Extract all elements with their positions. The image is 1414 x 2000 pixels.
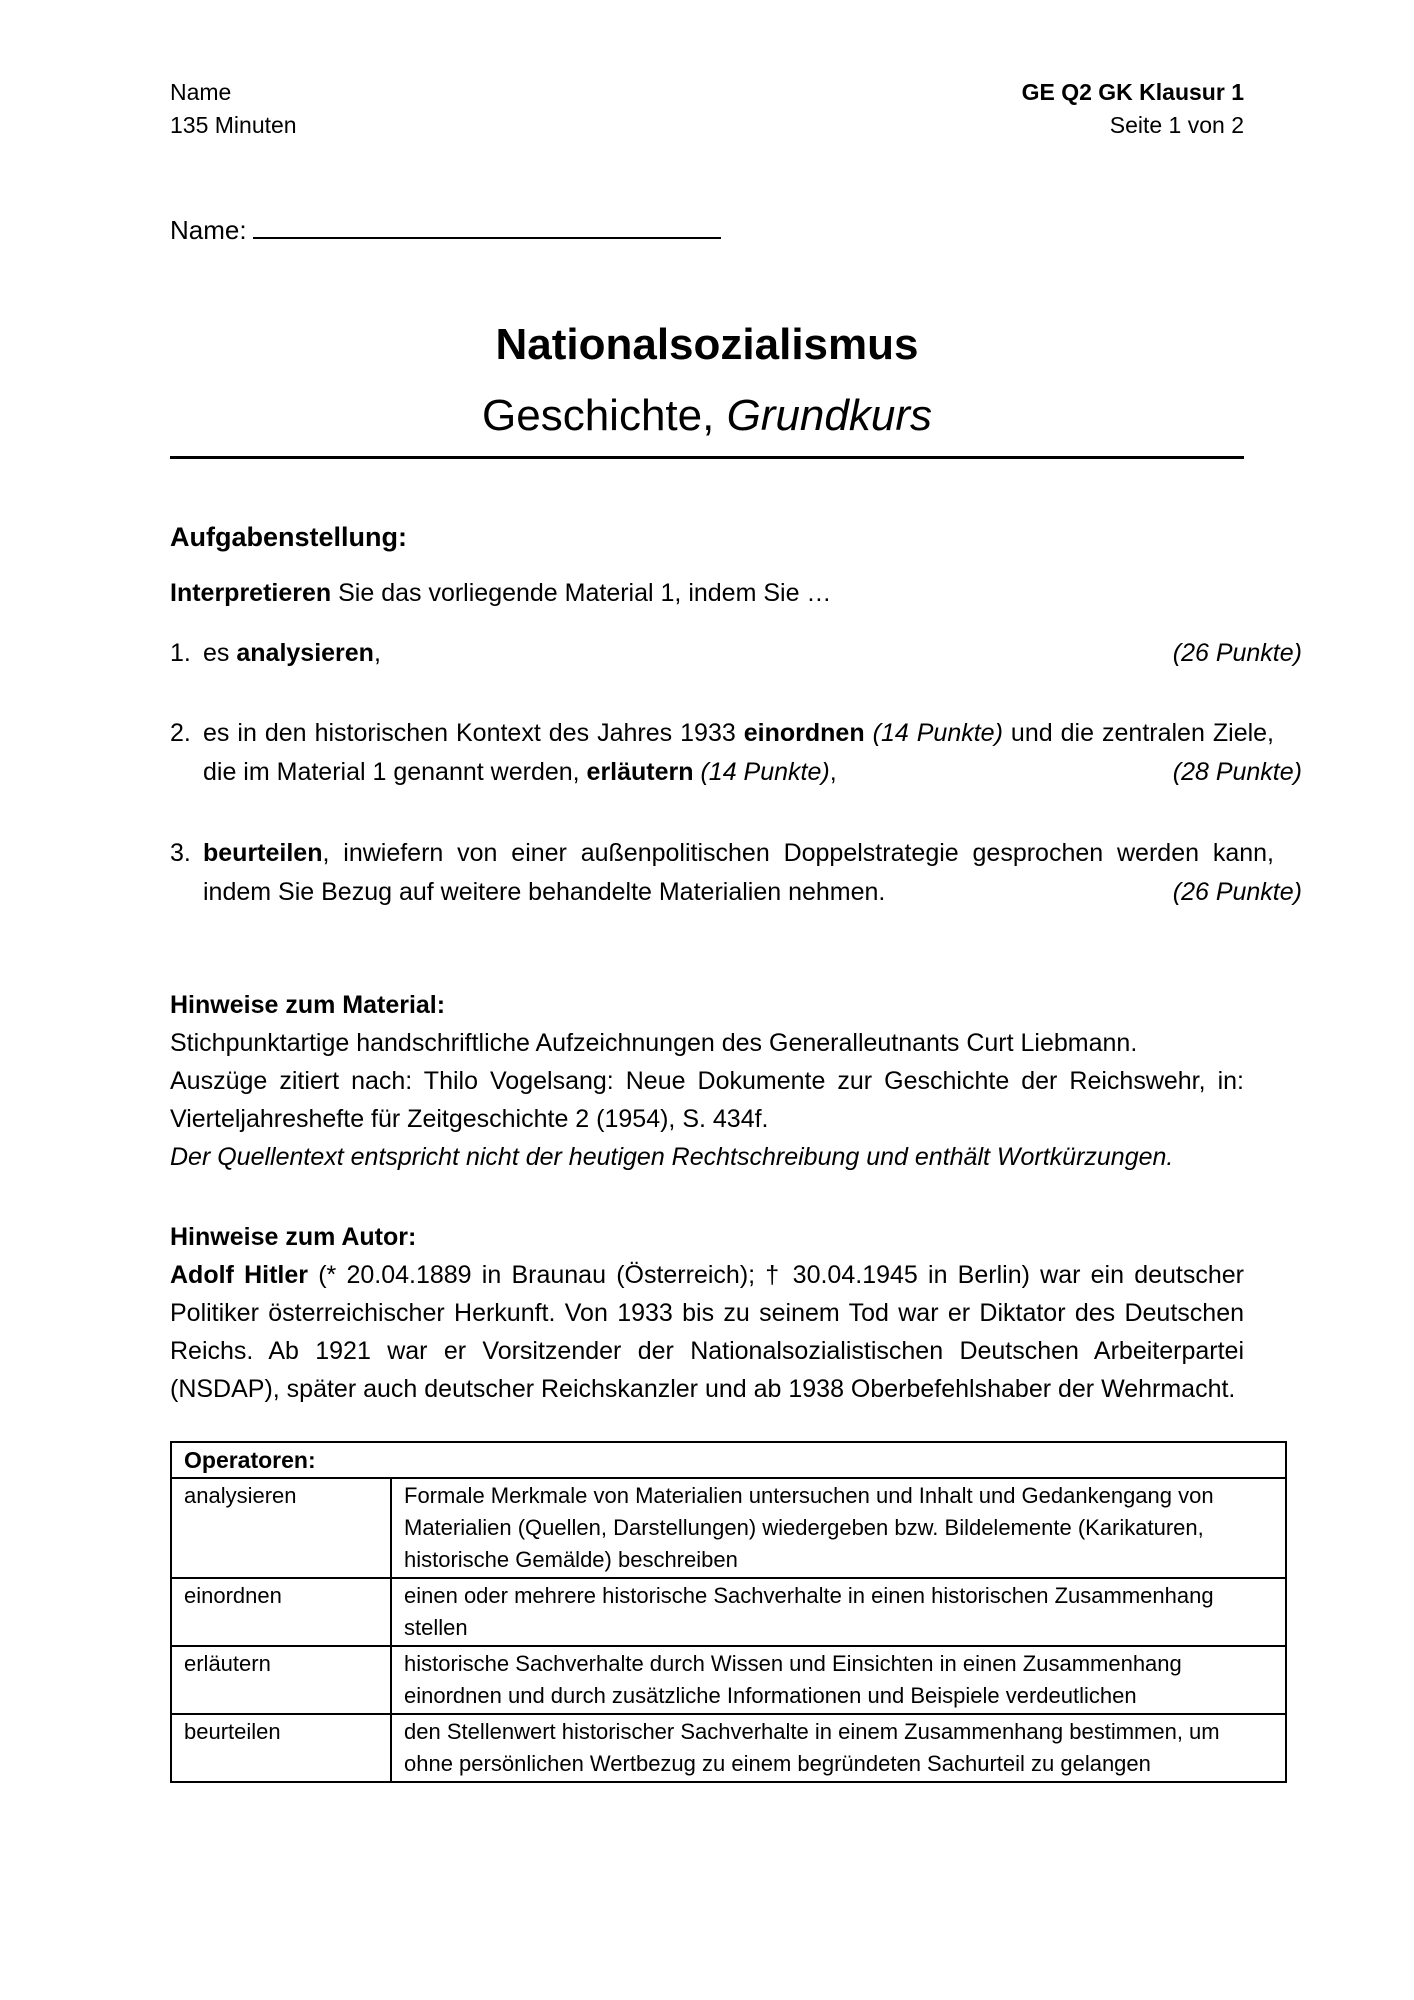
material-note: Der Quellentext entspricht nicht der heutigen Rechtschreibung und enthält Wortkürzungen. <box>170 1143 1174 1171</box>
material-notes <box>170 986 1244 1176</box>
operator-definition: Formale Merkmale von Materialien untersuchen und Inhalt und Gedankengang von Materialien (Quellen, Darstellungen) wiedergeben bzw. Bildelemente (Karikaturen, historische Gemälde) beschreiben <box>391 1478 1286 1578</box>
table-row <box>171 1714 1286 1782</box>
name-field-label: Name: <box>170 215 247 245</box>
operator-definition: historische Sachverhalte durch Wissen und Einsichten in einen Zusammenhang einordnen und durch zusätzliche Informationen und Beispiele verdeutlichen <box>391 1646 1286 1714</box>
author-heading: Hinweise zum Autor: <box>170 1223 417 1251</box>
operators-table <box>170 1441 1287 1783</box>
task-item-2 <box>170 714 1302 794</box>
header-page-info: Seite 1 von 2 <box>1109 112 1244 138</box>
author-notes <box>170 1218 1244 1408</box>
operator-term: erläutern <box>171 1646 391 1714</box>
task-heading: Aufgabenstellung: <box>170 522 407 552</box>
task-text: beurteilen, inwiefern von einer außenpolitischen Doppelstrategie gesprochen werden kann, indem Sie Bezug auf weitere behandelte Materialien nehmen. <box>203 839 1274 906</box>
operator-definition: einen oder mehrere historische Sachverhalte in einen historischen Zusammenhang stellen <box>391 1578 1286 1646</box>
material-line-2: Auszüge zitiert nach: Thilo Vogelsang: Neue Dokumente zur Geschichte der Reichswehr, in: Vierteljahreshefte für Zeitgeschichte 2 (1954), S. 434f. <box>170 1067 1244 1133</box>
task-points: (26 Punkte) <box>1172 878 1302 906</box>
page-title: Nationalsozialismus <box>495 320 919 369</box>
material-heading: Hinweise zum Material: <box>170 991 446 1019</box>
author-bio: (* 20.04.1889 in Braunau (Österreich); † 30.04.1945 in Berlin) war ein deutscher Politiker österreichischer Herkunft. Von 1933 bis zu seinem Tod war er Diktator des Deutschen Reichs. Ab 1921 war er Vorsitzender der Nationalsozialistischen Deutschen Arbeiterpartei (NSDAP), später auch deutscher Reichskanzler und ab 1938 Oberbefehlshaber der Wehrmacht. <box>170 1261 1244 1403</box>
task-number: 3. <box>170 839 191 867</box>
task-text: es analysieren, <box>203 639 381 667</box>
table-row <box>171 1478 1286 1578</box>
task-points: (26 Punkte) <box>1172 639 1302 667</box>
task-item-3 <box>170 834 1302 914</box>
operator-term: einordnen <box>171 1578 391 1646</box>
task-item-1 <box>170 634 1302 674</box>
title-divider <box>170 456 1244 459</box>
name-field <box>170 211 721 249</box>
operators-heading: Operatoren: <box>171 1442 1286 1478</box>
operator-term: analysieren <box>171 1478 391 1578</box>
name-input-line[interactable] <box>253 213 721 239</box>
task-points: (28 Punkte) <box>1172 758 1302 786</box>
task-intro-operator: Interpretieren <box>170 579 332 607</box>
author-text <box>170 1256 1244 1408</box>
task-number: 2. <box>170 719 191 747</box>
table-header-row <box>171 1442 1286 1478</box>
task-number: 1. <box>170 639 191 667</box>
author-name: Adolf Hitler <box>170 1261 308 1289</box>
subject-label: Geschichte, <box>482 391 715 440</box>
page-subtitle <box>170 391 1244 441</box>
course-label: Grundkurs <box>726 391 932 440</box>
table-row <box>171 1578 1286 1646</box>
header-exam-title: GE Q2 GK Klausur 1 <box>1021 79 1244 105</box>
operator-definition: den Stellenwert historischer Sachverhalte in einem Zusammenhang bestimmen, um ohne persönlichen Wertbezug zu einem begründeten Sachurteil zu gelangen <box>391 1714 1286 1782</box>
task-intro <box>170 574 831 612</box>
task-text: es in den historischen Kontext des Jahres 1933 einordnen (14 Punkte) und die zentralen Ziele, die im Material 1 genannt werden, erläutern (14 Punkte), <box>203 719 1274 786</box>
table-row <box>171 1646 1286 1714</box>
header-name-label: Name <box>170 79 232 105</box>
operator-term: beurteilen <box>171 1714 391 1782</box>
task-intro-text: Sie das vorliegende Material 1, indem Sie … <box>331 579 832 607</box>
header-duration: 135 Minuten <box>170 112 297 138</box>
material-line-1: Stichpunktartige handschriftliche Aufzeichnungen des Generalleutnants Curt Liebmann. <box>170 1029 1138 1057</box>
